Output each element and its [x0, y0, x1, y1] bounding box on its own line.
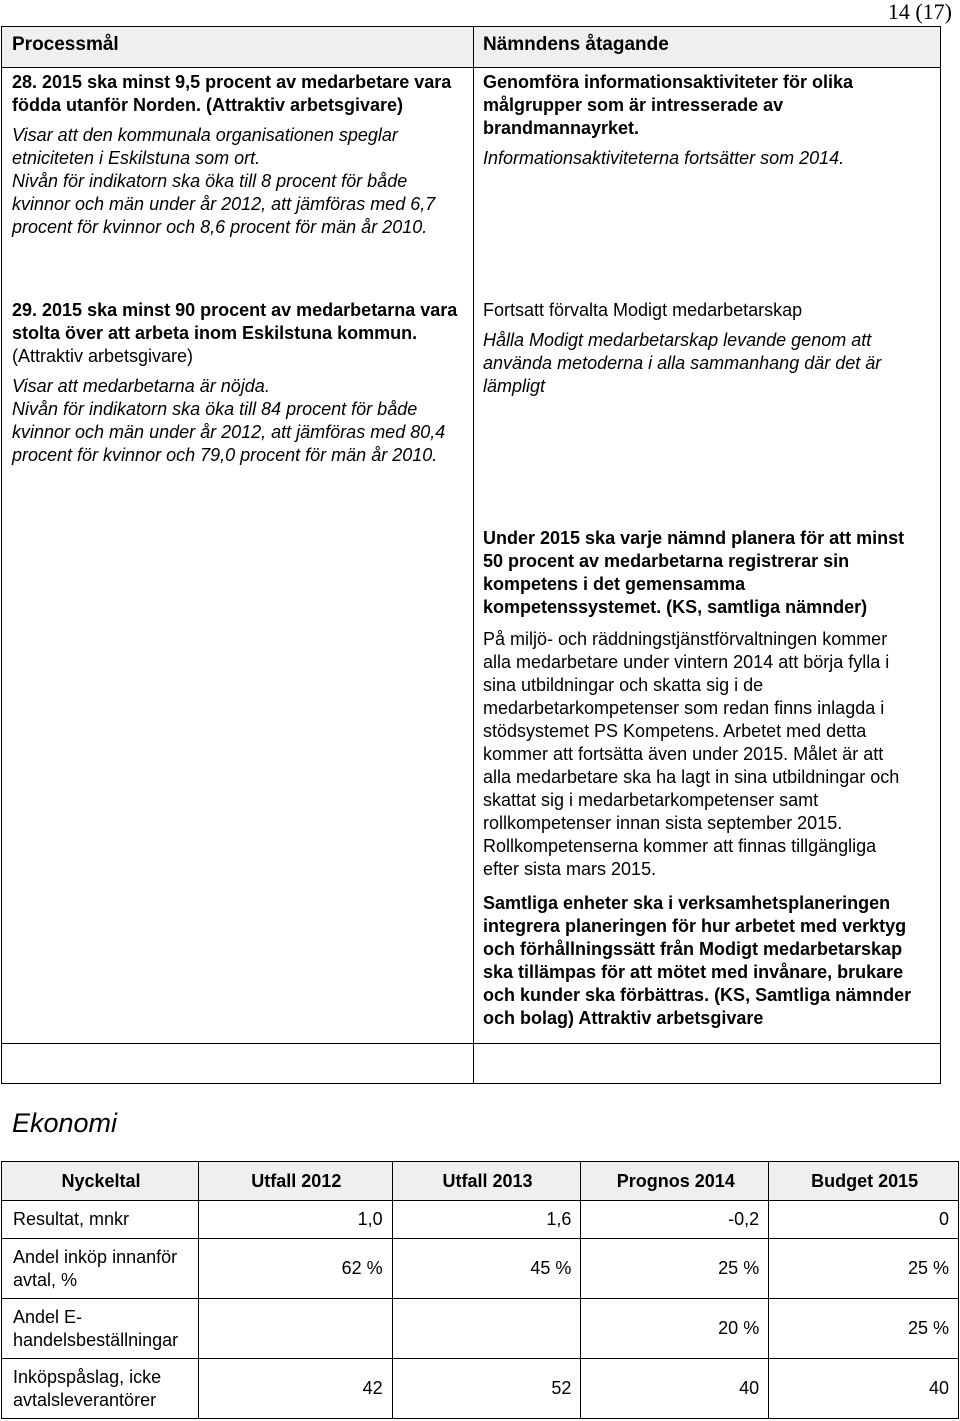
economy-header-row — [2, 1162, 959, 1201]
commitment-1 — [483, 71, 903, 170]
goals-table-header — [2, 27, 940, 68]
table-cell: -0,2 — [581, 1201, 769, 1239]
commitment-3 — [483, 527, 908, 881]
commitment-2-title: Fortsatt förvalta Modigt medarbetarskap — [483, 300, 803, 320]
row-label: Resultat, mnkr — [2, 1201, 199, 1239]
table-cell: 40 — [769, 1359, 959, 1419]
table-row — [2, 1201, 959, 1239]
table-cell: 40 — [581, 1359, 769, 1419]
column-header-processmal: Processmål — [12, 34, 119, 55]
table-cell: 1,0 — [198, 1201, 392, 1239]
economy-table — [1, 1161, 959, 1419]
goal-28-purpose: Visar att den kommunala organisationen speglar etniciteten i Eskilstuna som ort. — [12, 125, 398, 168]
table-cell: 25 % — [581, 1239, 769, 1299]
page-number: 14 (17) — [887, 0, 952, 24]
table-cell — [198, 1299, 392, 1359]
table-cell: 52 — [392, 1359, 581, 1419]
commitment-4-title: Samtliga enheter ska i verksamhetsplaneringen integrera planeringen för hur arbetet med verktyg och förhållningssätt från Modigt medarbetarskap ska tillämpas för att mötet med invånare, brukare och kunder ska förbättras. (KS, Samtliga nämnder och bolag) Attraktiv arbetsgivare — [483, 893, 912, 1028]
goal-29-category: (Attraktiv arbetsgivare) — [12, 346, 194, 366]
table-row — [2, 1359, 959, 1419]
column-header-namndens-atagande: Nämndens åtagande — [483, 34, 669, 55]
goal-28 — [12, 71, 462, 239]
commitment-4 — [483, 892, 913, 1030]
column-header-budget-2015: Budget 2015 — [769, 1162, 959, 1201]
table-cell: 62 % — [198, 1239, 392, 1299]
column-header-utfall-2012: Utfall 2012 — [198, 1162, 392, 1201]
column-header-utfall-2013: Utfall 2013 — [392, 1162, 581, 1201]
commitment-2-note: Hålla Modigt medarbetarskap levande genom att använda metoderna i alla sammanhang där det är lämpligt — [483, 330, 882, 396]
goals-table — [1, 26, 941, 1084]
table-cell: 25 % — [769, 1239, 959, 1299]
table-row — [2, 1299, 959, 1359]
section-title-ekonomi: Ekonomi — [12, 1108, 118, 1138]
table-row — [2, 1239, 959, 1299]
table-cell: 0 — [769, 1201, 959, 1239]
row-label: Andel inköp innanför avtal, % — [2, 1239, 199, 1299]
commitment-2 — [483, 299, 903, 398]
commitment-1-title: Genomföra informationsaktiviteter för olika målgrupper som är intresserade av brandmannayrket. — [483, 72, 854, 138]
column-header-prognos-2014: Prognos 2014 — [581, 1162, 769, 1201]
goal-28-title: 28. 2015 ska minst 9,5 procent av medarbetare vara födda utanför Norden. (Attraktiv arbetsgivare) — [12, 72, 452, 115]
commitment-3-scope: (KS, samtliga nämnder) — [666, 597, 868, 617]
table-cell: 45 % — [392, 1239, 581, 1299]
row-label: Andel E-handelsbeställningar — [2, 1299, 199, 1359]
table-cell: 1,6 — [392, 1201, 581, 1239]
commitment-3-title: Under 2015 ska varje nämnd planera för att minst 50 procent av medarbetarna registrerar sin kompetens i det gemensamma kompetenssystemet. — [483, 528, 905, 617]
goal-28-target: Nivån för indikatorn ska öka till 8 procent för både kvinnor och män under år 2012, att jämföras med 6,7 procent för kvinnor och 8,6 procent för män år 2010. — [12, 171, 436, 237]
table-cell: 42 — [198, 1359, 392, 1419]
column-header-nyckeltal: Nyckeltal — [2, 1162, 199, 1201]
table-cell — [392, 1299, 581, 1359]
table-cell: 25 % — [769, 1299, 959, 1359]
goal-29 — [12, 299, 462, 467]
table-cell: 20 % — [581, 1299, 769, 1359]
goal-29-purpose: Visar att medarbetarna är nöjda. — [12, 376, 270, 396]
row-label: Inköpspåslag, icke avtalsleverantörer — [2, 1359, 199, 1419]
commitment-3-body: På miljö- och räddningstjänstförvaltningen kommer alla medarbetare under vintern 2014 att börja fylla i sina utbildningar och skatta sig i de medarbetarkompetenser som redan finns inlagda i stödsystemet PS Kompetens. Arbetet med detta kommer att fortsätta även under 2015. Målet är att alla medarbetare ska ha lagt in sina utbildningar och skattat sig i medarbetarkompetenser samt rollkompetenser innan sista september 2015. Rollkompetenserna kommer att finnas tillgängliga efter sista mars 2015. — [483, 629, 900, 879]
commitment-1-note: Informationsaktiviteterna fortsätter som 2014. — [483, 148, 845, 168]
goal-29-title: 29. 2015 ska minst 90 procent av medarbetarna vara stolta över att arbeta inom Eskilstuna kommun. — [12, 300, 458, 343]
goal-29-target: Nivån för indikatorn ska öka till 84 procent för både kvinnor och män under år 2012, att jämföras med 80,4 procent för kvinnor och 79,0 procent för män år 2010. — [12, 399, 446, 465]
